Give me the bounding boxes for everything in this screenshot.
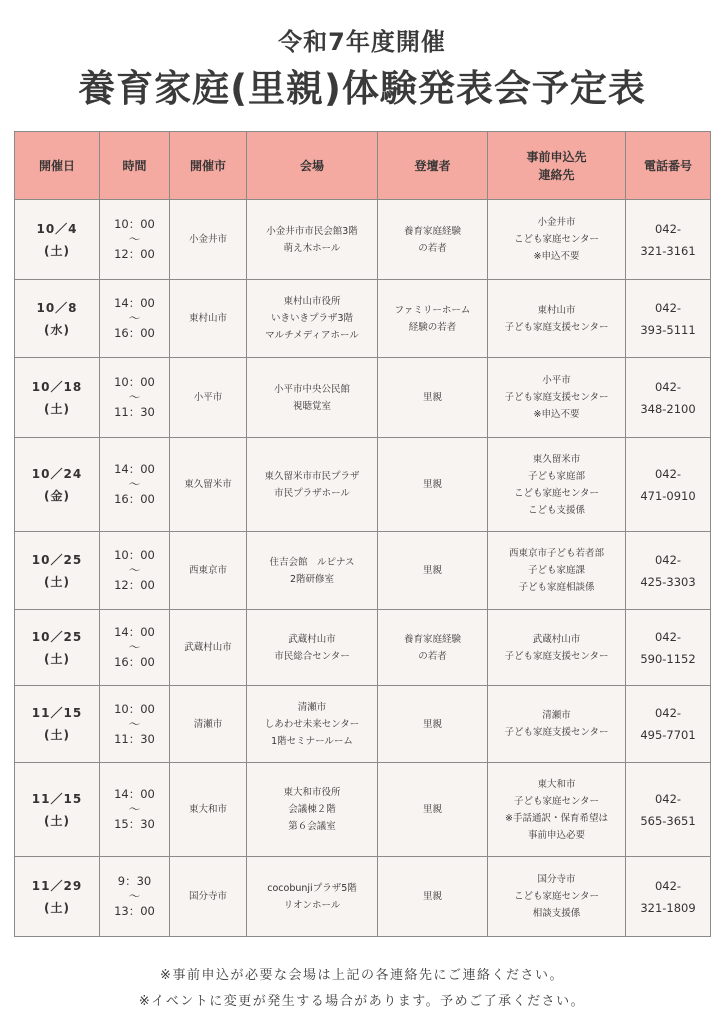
cell-date-line: (水) xyxy=(44,322,70,337)
cell-contact xyxy=(488,438,626,532)
cell-date-line: (金) xyxy=(44,488,70,503)
cell-time-line: 9：30 xyxy=(117,874,152,888)
header-time: 時間 xyxy=(100,132,170,200)
cell-tel xyxy=(626,438,711,532)
cell-tel-line: 425-3303 xyxy=(640,574,696,589)
cell-contact-line: 子ども家庭支援センター xyxy=(504,321,609,333)
table-row xyxy=(15,610,711,686)
cell-time-line: ～ xyxy=(128,716,141,731)
cell-speaker xyxy=(378,358,488,438)
cell-venue xyxy=(247,610,378,686)
cell-date-line: (土) xyxy=(44,900,70,915)
cell-city: 西東京市 xyxy=(170,532,247,610)
cell-date xyxy=(15,280,100,358)
cell-contact xyxy=(488,200,626,280)
cell-date-line: (土) xyxy=(44,574,70,589)
cell-time xyxy=(100,200,170,280)
cell-date xyxy=(15,763,100,857)
cell-time-line: 12：00 xyxy=(114,247,155,261)
cell-speaker-line: 里親 xyxy=(422,392,442,403)
cell-time xyxy=(100,532,170,610)
cell-time-line: 12：00 xyxy=(114,578,155,592)
header-speaker: 登壇者 xyxy=(378,132,488,200)
cell-venue xyxy=(247,438,378,532)
table-row xyxy=(15,763,711,857)
cell-time-line: 15：30 xyxy=(114,817,155,831)
cell-tel-line: 471-0910 xyxy=(640,488,696,503)
cell-date-line: 10／18 xyxy=(31,379,83,394)
cell-contact xyxy=(488,280,626,358)
cell-contact-line: 子ども家庭課 xyxy=(527,565,585,576)
cell-tel-line: 042- xyxy=(654,791,682,806)
cell-tel xyxy=(626,532,711,610)
table-header-row xyxy=(15,132,711,200)
cell-venue-line: 1階セミナールーム xyxy=(271,735,353,747)
cell-venue-line: 会議棟２階 xyxy=(288,804,336,815)
cell-date xyxy=(15,686,100,763)
cell-contact-line: ※申込不要 xyxy=(533,251,580,262)
table-row xyxy=(15,438,711,532)
cell-tel-line: 042- xyxy=(654,221,682,236)
cell-tel xyxy=(626,763,711,857)
cell-time-line: 10：00 xyxy=(114,375,155,389)
cell-contact-line: 東村山市 xyxy=(537,304,576,316)
cell-time xyxy=(100,686,170,763)
cell-city: 東村山市 xyxy=(170,280,247,358)
cell-time xyxy=(100,280,170,358)
cell-speaker xyxy=(378,610,488,686)
cell-date-line: 10／24 xyxy=(31,466,83,481)
cell-date-line: (土) xyxy=(44,651,70,666)
cell-venue-line: 第６会議室 xyxy=(288,821,336,832)
cell-tel-line: 495-7701 xyxy=(640,728,696,742)
cell-venue xyxy=(247,857,378,937)
cell-time-line: ～ xyxy=(128,889,141,903)
cell-venue xyxy=(247,200,378,280)
cell-tel xyxy=(626,857,711,937)
cell-contact xyxy=(488,763,626,857)
cell-venue-line: 市民プラザホール xyxy=(274,487,350,499)
cell-city: 東大和市 xyxy=(170,763,247,857)
header-venue: 会場 xyxy=(247,132,378,200)
cell-contact xyxy=(488,358,626,438)
cell-time-line: 14：00 xyxy=(114,296,155,310)
cell-tel-line: 042- xyxy=(654,706,682,720)
cell-speaker-line: ファミリーホーム xyxy=(394,304,471,316)
cell-date-line: (土) xyxy=(44,813,70,828)
cell-venue-line: 市民総合センター xyxy=(274,650,350,662)
cell-tel-line: 042- xyxy=(654,379,682,394)
cell-venue-line: 萌え木ホール xyxy=(283,242,341,254)
cell-contact-line: 子ども家庭支援センター xyxy=(504,650,609,662)
header-city: 開催市 xyxy=(170,132,247,200)
cell-venue xyxy=(247,686,378,763)
cell-time-line: 11：30 xyxy=(114,405,155,419)
cell-tel-line: 042- xyxy=(654,629,682,644)
cell-contact-line: こども家庭センター xyxy=(513,487,600,499)
table-row xyxy=(15,686,711,763)
cell-time-line: 14：00 xyxy=(114,462,155,476)
cell-venue-line: 東久留米市市民プラザ xyxy=(264,470,360,482)
cell-date xyxy=(15,438,100,532)
cell-contact-line: 事前申込必要 xyxy=(527,829,585,841)
cell-contact-line: 清瀬市 xyxy=(542,710,571,721)
cell-date-line: (土) xyxy=(44,243,70,258)
cell-venue-line: 小平市中央公民館 xyxy=(273,383,350,395)
cell-venue-line: 武蔵村山市 xyxy=(288,633,336,645)
cell-contact-line: 東久留米市 xyxy=(532,453,581,465)
cell-tel-line: 042- xyxy=(654,300,682,315)
cell-speaker xyxy=(378,280,488,358)
cell-venue-line: しあわせ未来センター xyxy=(264,718,360,730)
cell-time-line: 13：00 xyxy=(114,904,155,918)
cell-time-line: 16：00 xyxy=(114,655,155,669)
cell-tel-line: 565-3651 xyxy=(640,813,696,828)
schedule-body xyxy=(15,200,711,937)
cell-speaker-line: の若者 xyxy=(418,650,447,662)
cell-date xyxy=(15,857,100,937)
cell-speaker-line: の若者 xyxy=(418,242,447,254)
page-subtitle: 令和7年度開催 xyxy=(278,28,446,56)
cell-time xyxy=(100,763,170,857)
cell-time-line: ～ xyxy=(128,390,141,404)
cell-contact xyxy=(488,686,626,763)
cell-time xyxy=(100,610,170,686)
cell-tel-line: 042- xyxy=(654,552,682,567)
cell-venue-line: cocobunjiプラザ5階 xyxy=(267,882,357,894)
cell-contact-line: こども家庭センター xyxy=(513,234,600,245)
cell-speaker xyxy=(378,200,488,280)
note-change: ※イベントに変更が発生する場合があります。予めご了承ください。 xyxy=(138,994,586,1009)
cell-date-line: 10／8 xyxy=(36,300,78,315)
cell-tel-line: 321-3161 xyxy=(640,243,696,258)
cell-venue xyxy=(247,280,378,358)
cell-tel-line: 042- xyxy=(654,878,682,893)
cell-speaker-line: 里親 xyxy=(422,479,442,490)
cell-contact-line: 小金井市 xyxy=(537,217,576,228)
cell-date-line: (土) xyxy=(44,401,70,416)
cell-tel xyxy=(626,200,711,280)
cell-contact xyxy=(488,610,626,686)
cell-venue-line: 清瀬市 xyxy=(297,701,327,713)
cell-contact-line: 子ども家庭部 xyxy=(527,470,585,482)
cell-contact xyxy=(488,857,626,937)
cell-tel xyxy=(626,610,711,686)
cell-speaker-line: 里親 xyxy=(422,891,442,902)
cell-city: 国分寺市 xyxy=(170,857,247,937)
cell-time-line: ～ xyxy=(128,640,141,654)
table-row xyxy=(15,857,711,937)
cell-date-line: 10／25 xyxy=(31,552,83,567)
cell-city: 小金井市 xyxy=(170,200,247,280)
cell-contact-line: こども家庭センター xyxy=(513,891,600,902)
cell-speaker xyxy=(378,532,488,610)
cell-time-line: 11：30 xyxy=(114,731,155,746)
cell-city: 東久留米市 xyxy=(170,438,247,532)
cell-date xyxy=(15,200,100,280)
cell-speaker-line: 養育家庭経験 xyxy=(403,225,461,237)
cell-city: 清瀬市 xyxy=(170,686,247,763)
cell-date xyxy=(15,358,100,438)
cell-contact-line: 子ども家庭相談係 xyxy=(518,582,595,593)
header-contact-line2: 連絡先 xyxy=(538,167,575,182)
cell-tel-line: 348-2100 xyxy=(640,401,696,416)
cell-contact-line: 西東京市子ども若者部 xyxy=(508,548,604,559)
cell-venue xyxy=(247,358,378,438)
cell-venue-line: マルチメディアホール xyxy=(265,330,359,341)
cell-tel-line: 590-1152 xyxy=(640,651,696,666)
cell-contact-line: 小平市 xyxy=(542,375,571,386)
cell-contact-line: 子ども家庭支援センター xyxy=(504,392,609,403)
table-row xyxy=(15,280,711,358)
cell-contact-line: ※申込不要 xyxy=(533,409,580,420)
cell-time-line: ～ xyxy=(128,232,141,246)
cell-time xyxy=(100,857,170,937)
cell-speaker xyxy=(378,686,488,763)
cell-venue-line: 視聴覚室 xyxy=(292,400,331,412)
header-contact xyxy=(488,132,626,200)
cell-date-line: 11／15 xyxy=(31,706,83,720)
cell-contact xyxy=(488,532,626,610)
cell-time-line: 16：00 xyxy=(114,326,155,340)
cell-city: 武蔵村山市 xyxy=(170,610,247,686)
cell-speaker xyxy=(378,857,488,937)
cell-tel-line: 321-1809 xyxy=(640,900,696,915)
cell-contact-line: 子ども家庭センター xyxy=(513,795,600,807)
table-row xyxy=(15,200,711,280)
cell-date xyxy=(15,532,100,610)
cell-venue xyxy=(247,532,378,610)
cell-time-line: ～ xyxy=(128,477,141,491)
note-reservation: ※事前申込が必要な会場は上記の各連絡先にご連絡ください。 xyxy=(160,968,564,983)
cell-tel xyxy=(626,686,711,763)
header-date: 開催日 xyxy=(15,132,100,200)
cell-contact-line: こども支援係 xyxy=(527,504,585,516)
cell-venue-line: 小金井市市民会館3階 xyxy=(266,225,358,237)
cell-venue xyxy=(247,763,378,857)
cell-date-line: (土) xyxy=(44,728,70,742)
cell-venue-line: リオンホール xyxy=(283,899,341,911)
cell-contact-line: 東大和市 xyxy=(537,778,576,790)
cell-tel xyxy=(626,358,711,438)
cell-speaker-line: 経験の若者 xyxy=(408,321,457,333)
table-row xyxy=(15,532,711,610)
cell-tel-line: 042- xyxy=(654,466,682,481)
cell-venue-line: 住吉会館 ルピナス xyxy=(269,556,355,568)
cell-time-line: 10：00 xyxy=(114,701,155,716)
cell-contact-line: 子ども家庭支援センター xyxy=(504,727,609,738)
cell-venue-line: いきいきプラザ3階 xyxy=(270,313,354,324)
cell-city: 小平市 xyxy=(170,358,247,438)
cell-time-line: 10：00 xyxy=(114,548,155,562)
cell-contact-line: ※手話通訳・保育希望は xyxy=(505,812,608,824)
cell-time-line: 10：00 xyxy=(114,217,155,231)
cell-speaker xyxy=(378,763,488,857)
cell-venue-line: 2階研修室 xyxy=(289,573,335,585)
cell-date-line: 10／25 xyxy=(31,629,83,644)
cell-time-line: 14：00 xyxy=(114,787,155,801)
table-row xyxy=(15,358,711,438)
cell-speaker-line: 養育家庭経験 xyxy=(403,633,461,645)
cell-time-line: ～ xyxy=(128,563,141,577)
cell-venue-line: 東村山市役所 xyxy=(283,296,341,307)
cell-time-line: ～ xyxy=(128,311,141,325)
cell-date xyxy=(15,610,100,686)
header-tel: 電話番号 xyxy=(626,132,711,200)
cell-time-line: 14：00 xyxy=(114,625,155,639)
cell-speaker-line: 里親 xyxy=(422,565,442,576)
page-title: 養育家庭(里親)体験発表会予定表 xyxy=(78,67,646,110)
cell-time-line: 16：00 xyxy=(114,492,155,506)
cell-time-line: ～ xyxy=(128,802,141,816)
cell-time xyxy=(100,438,170,532)
cell-contact-line: 武蔵村山市 xyxy=(532,633,581,645)
cell-speaker-line: 里親 xyxy=(422,804,442,815)
cell-contact-line: 国分寺市 xyxy=(537,874,576,885)
cell-date-line: 11／15 xyxy=(31,791,83,806)
cell-speaker-line: 里親 xyxy=(422,718,442,730)
cell-date-line: 11／29 xyxy=(31,878,83,893)
cell-tel xyxy=(626,280,711,358)
cell-date-line: 10／4 xyxy=(36,221,78,236)
cell-contact-line: 相談支援係 xyxy=(532,908,581,919)
cell-venue-line: 東大和市役所 xyxy=(283,787,341,798)
cell-speaker xyxy=(378,438,488,532)
schedule-table xyxy=(14,131,711,937)
header-contact-line1: 事前申込先 xyxy=(526,149,587,164)
cell-time xyxy=(100,358,170,438)
cell-tel-line: 393-5111 xyxy=(640,322,696,337)
